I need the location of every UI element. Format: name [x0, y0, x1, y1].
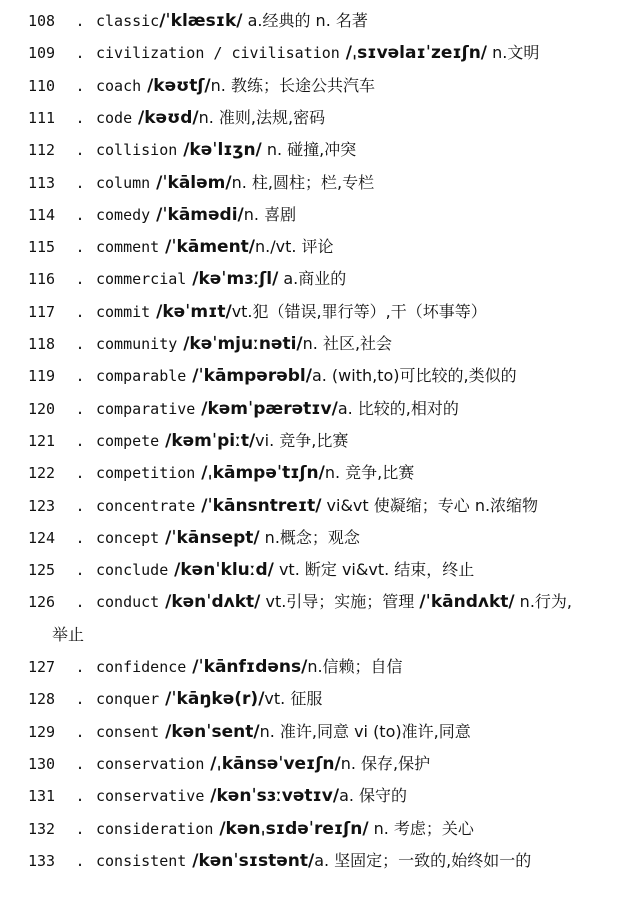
vocab-entry [28, 232, 626, 262]
entry-number: 132 [28, 819, 56, 838]
vocab-entry [28, 684, 626, 714]
entry-dot: . [75, 722, 85, 741]
entry-phonetic: /ˌsɪvəlaɪˈzeɪʃn/ [339, 43, 488, 64]
entry-definition: n. 社区,社会 [302, 334, 393, 353]
entry-dot: . [75, 496, 85, 515]
entry-phonetic: /kənˈsɜːvətɪv/ [204, 786, 340, 807]
entry-number: 108 [28, 12, 56, 30]
entry-number: 126 [28, 593, 56, 612]
entry-dot: . [75, 464, 85, 483]
entry-number: 114 [28, 205, 56, 224]
entry-definition: n.文明 [487, 43, 540, 63]
entry-definition: a.经典的 n. 名著 [242, 11, 368, 30]
vocab-entry [28, 523, 626, 553]
vocab-entry [28, 135, 626, 165]
entry-word: confidence [96, 658, 187, 676]
entry-word: column [96, 173, 151, 192]
entry-dot: . [75, 690, 85, 709]
entry-phonetic: /ˌkāmpəˈtɪʃn/ [195, 463, 325, 484]
entry-phonetic: /ˈkānfɪdəns/ [186, 657, 308, 677]
entry-word: comparative [96, 399, 196, 418]
entry-dot: . [75, 76, 85, 95]
vocab-entry [28, 458, 626, 488]
entry-definition: vt. 征服 [264, 689, 323, 709]
entry-dot: . [75, 335, 85, 353]
entry-dot: . [75, 238, 85, 257]
entry-phonetic: /ˈkāləm/ [150, 172, 232, 193]
entry-phonetic: /kəʊtʃ/ [141, 75, 211, 96]
entry-dot: . [75, 658, 85, 676]
entry-definition: n. 柱,圆柱；栏,专栏 [231, 172, 375, 192]
entry-word: consent [96, 722, 160, 741]
entry-word: concept [96, 528, 160, 547]
entry-number: 127 [28, 658, 56, 676]
entry-dot: . [75, 561, 85, 580]
vocab-entry [28, 814, 626, 844]
entry-definition: a. 比较的,相对的 [337, 398, 459, 418]
vocab-entry [28, 297, 626, 327]
vocab-entry [28, 426, 626, 456]
entry-phonetic: /kəmˈpiːt/ [159, 430, 256, 451]
vocab-entry [28, 717, 626, 747]
entry-word: classic [96, 12, 160, 30]
entry-number: 130 [28, 754, 56, 773]
entry-number: 116 [28, 270, 56, 289]
entry-number: 113 [28, 173, 56, 192]
entry-dot: . [75, 367, 85, 386]
entry-phonetic: /kəʊd/ [132, 107, 199, 128]
entry-dot: . [75, 528, 85, 547]
entry-number: 120 [28, 399, 56, 418]
entry-word: comparable [96, 367, 187, 386]
entry-definition-2: n.行为, [514, 592, 572, 612]
entry-definition: vt.引导；实施；管理 [260, 592, 420, 612]
entry-number: 125 [28, 561, 56, 580]
vocab-entry [28, 555, 626, 585]
entry-phonetic: /ˌkānsəˈveɪʃn/ [204, 753, 341, 774]
entry-number: 123 [28, 496, 56, 515]
entry-dot: . [75, 205, 85, 224]
vocab-entry [28, 264, 626, 294]
entry-word: conservation [96, 754, 205, 773]
entry-definition-continuation: 举止 [52, 624, 85, 644]
entry-dot: . [75, 754, 85, 773]
entry-definition: vt. 断定 vi&vt. 结束，终止 [273, 560, 475, 580]
entry-number: 117 [28, 302, 56, 321]
vocab-entry [28, 749, 626, 779]
vocab-entry [28, 846, 626, 876]
entry-phonetic: /kəˈmɪt/ [150, 301, 232, 322]
entry-definition: n. 竞争,比赛 [324, 463, 415, 483]
vocab-entry [28, 200, 626, 230]
entry-phonetic: /ˈkāmpərəbl/ [186, 366, 312, 387]
entry-definition: vi&vt 使凝缩；专心 n.浓缩物 [321, 495, 539, 515]
entry-phonetic: /kəmˈpærətɪv/ [195, 398, 338, 419]
entry-dot: . [75, 141, 85, 160]
entry-dot: . [75, 851, 85, 870]
vocab-entry [28, 329, 626, 359]
vocab-entry [28, 587, 626, 617]
entry-number: 110 [28, 76, 56, 95]
entry-word: conquer [96, 690, 160, 709]
entry-number: 119 [28, 367, 56, 386]
entry-word: consistent [96, 851, 187, 870]
entry-phonetic: /ˈkāmədi/ [150, 204, 244, 225]
entry-phonetic: /ˈkāŋkə(r)/ [159, 689, 265, 710]
entry-dot: . [75, 270, 85, 289]
entry-dot: . [75, 302, 85, 321]
entry-word: commit [96, 302, 151, 321]
entry-definition: n. 碰撞,冲突 [261, 140, 357, 160]
entry-phonetic: /ˈkānsept/ [159, 527, 260, 548]
entry-phonetic: /kəˈmjuːnəti/ [177, 334, 303, 354]
entry-number: 128 [28, 690, 56, 709]
entry-number: 111 [28, 108, 56, 127]
vocab-entry [28, 38, 626, 68]
entry-word: concentrate [96, 496, 196, 515]
entry-dot: . [75, 399, 85, 418]
vocab-entry [28, 491, 626, 521]
entry-definition: vi. 竞争,比赛 [255, 430, 349, 450]
entry-number: 115 [28, 238, 56, 257]
entry-word: compete [96, 431, 160, 450]
entry-number: 122 [28, 464, 56, 483]
entry-definition: n.信赖；自信 [307, 657, 403, 676]
entry-number: 129 [28, 722, 56, 741]
entry-number: 133 [28, 851, 56, 870]
entry-dot: . [75, 44, 85, 63]
entry-dot: . [75, 819, 85, 838]
vocab-entry [28, 394, 626, 424]
entry-phonetic: /kəˈlɪʒn/ [177, 140, 262, 161]
entry-definition: n. 喜剧 [243, 204, 297, 224]
entry-dot: . [75, 108, 85, 127]
entry-phonetic: /ˈkānsntreɪt/ [195, 495, 322, 516]
entry-phonetic: /kənˈdʌkt/ [159, 592, 261, 613]
entry-phonetic: /kənˈsɪstənt/ [186, 850, 315, 871]
entry-word: conduct [96, 593, 160, 612]
entry-word: coach [96, 76, 142, 95]
entry-dot: . [75, 173, 85, 192]
entry-number: 124 [28, 528, 56, 547]
entry-definition: n. 准许,同意 vi (to)准许,同意 [259, 721, 471, 741]
entry-word: collision [96, 141, 178, 160]
entry-definition: n.概念；观念 [259, 527, 360, 547]
entry-word: conclude [96, 561, 169, 580]
entry-phonetic: /kənˈsent/ [159, 721, 260, 742]
entry-definition: a. (with,to)可比较的,类似的 [311, 366, 517, 386]
entry-definition: a.商业的 [278, 269, 347, 289]
vocab-entry [28, 781, 626, 811]
entry-phonetic: /kənˈkluːd/ [168, 560, 274, 581]
entry-number: 109 [28, 44, 56, 63]
vocab-entry [28, 652, 626, 682]
vocab-entry [28, 71, 626, 101]
entry-definition: n. 教练；长途公共汽车 [210, 75, 375, 95]
entry-definition: a. 坚固定；一致的,始终如一的 [314, 850, 532, 870]
entry-word: code [96, 108, 133, 127]
vocab-entry [28, 103, 626, 133]
entry-definition: n. 考虑；关心 [368, 818, 474, 838]
entry-word: civilization / civilisation [96, 44, 340, 63]
entry-definition: a. 保守的 [339, 786, 408, 806]
entry-phonetic-2: /ˈkāndʌkt/ [419, 592, 515, 613]
entry-number: 118 [28, 335, 56, 353]
entry-word: conservative [96, 787, 205, 806]
entry-word: comment [96, 238, 160, 257]
entry-word: consideration [96, 819, 214, 838]
entry-phonetic: /kənˌsɪdəˈreɪʃn/ [213, 818, 369, 839]
entry-dot: . [75, 431, 85, 450]
entry-word: community [96, 335, 178, 353]
entry-definition: n./vt. 评论 [255, 237, 334, 257]
entry-dot: . [75, 12, 85, 30]
vocab-entry [28, 168, 626, 198]
entry-word: commercial [96, 270, 187, 289]
entry-definition: n. 准则,法规,密码 [198, 107, 326, 127]
entry-phonetic: /kəˈmɜːʃl/ [186, 269, 279, 290]
entry-number: 112 [28, 141, 56, 160]
vocab-entry [28, 361, 626, 391]
entry-definition: vt.犯（错误,罪行等）,干（坏事等） [231, 301, 487, 321]
entry-number: 121 [28, 431, 56, 450]
entry-dot: . [75, 593, 85, 612]
entry-phonetic: /ˈkāment/ [159, 237, 256, 258]
entry-number: 131 [28, 787, 56, 806]
vocab-entry [28, 6, 626, 36]
entry-phonetic: /ˈklæsɪk/ [159, 11, 243, 31]
entry-word: comedy [96, 205, 151, 224]
entry-dot: . [75, 787, 85, 806]
entry-definition: n. 保存,保护 [340, 753, 431, 773]
entry-word: competition [96, 464, 196, 483]
